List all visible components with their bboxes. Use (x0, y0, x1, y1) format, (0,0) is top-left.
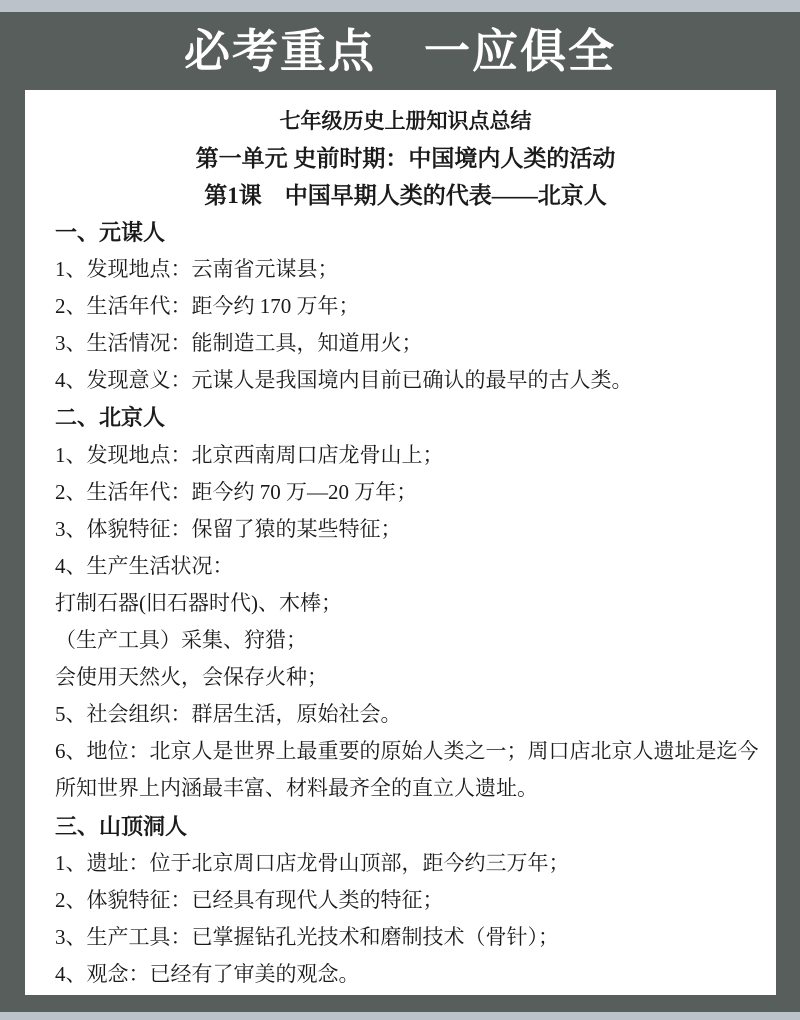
text-line: 所知世界上内涵最丰富、材料最齐全的直立人遗址。 (55, 776, 538, 801)
top-strip (0, 0, 800, 12)
text-line: 6、地位：北京人是世界上最重要的原始人类之一；周口店北京人遗址是迄今 (55, 739, 759, 764)
text-line: 4、生产生活状况： (55, 553, 234, 578)
text-line: 4、发现意义：元谋人是我国境内目前已确认的最早的古人类。 (55, 368, 633, 393)
banner-title: 必考重点 一应俱全 (184, 25, 616, 77)
text-line: 5、社会组织：群居生活，原始社会。 (55, 702, 402, 727)
text-line: （生产工具）采集、狩猎； (55, 628, 307, 653)
section-peking (55, 399, 759, 807)
text-line: 3、生活情况：能制造工具，知道用火； (55, 331, 423, 356)
text-line: 2、生活年代：距今约 170 万年； (55, 294, 360, 319)
section-shandingdong (55, 808, 756, 993)
section-heading: 二、北京人 (55, 405, 166, 431)
text-line: 3、生产工具：已掌握钻孔光技术和磨制技术（骨针）； (55, 924, 559, 949)
doc-title-main: 七年级历史上册知识点总结 (279, 109, 532, 133)
doc-title-unit: 第一单元 史前时期：中国境内人类的活动 (195, 146, 616, 171)
text-line: 1、发现地点：北京西南周口店龙骨山上； (55, 442, 444, 467)
bottom-strip (0, 1012, 800, 1020)
section-heading: 三、山顶洞人 (55, 813, 188, 839)
document-card (25, 90, 776, 995)
text-line: 4、观念：已经有了审美的观念。 (55, 961, 360, 986)
section-heading: 一、元谋人 (55, 220, 166, 245)
text-line: 打制石器(旧石器时代)、木棒； (55, 590, 342, 615)
text-line: 2、生活年代：距今约 70 万—20 万年； (55, 479, 418, 504)
text-line: 1、遗址：位于北京周口店龙骨山顶部，距今约三万年； (55, 850, 570, 875)
text-line: 2、体貌特征：已经具有现代人类的特征； (55, 887, 444, 912)
section-yuanmou (55, 214, 756, 399)
text-line: 1、发现地点：云南省元谋县； (55, 257, 339, 282)
text-line: 3、体貌特征：保留了猿的某些特征； (55, 516, 402, 541)
doc-title-lesson: 第1课 中国早期人类的代表——北京人 (204, 183, 607, 208)
text-line: 会使用天然火，会保存火种； (55, 665, 328, 690)
